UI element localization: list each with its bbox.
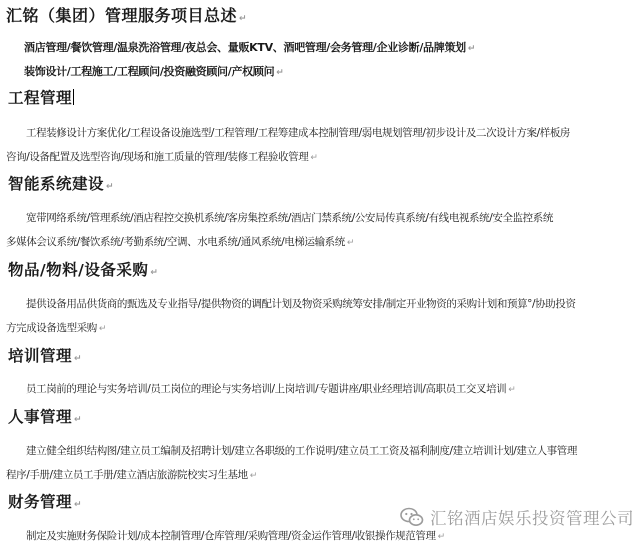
document-title <box>6 3 247 26</box>
heading-text: 人事管理 <box>8 408 73 426</box>
section-line <box>26 381 515 396</box>
section-heading-smart-systems <box>8 172 114 194</box>
line-text: 程序/手册/建立员工手册/建立酒店旅游院校实习生基地 <box>6 469 248 481</box>
paragraph-mark: ↵ <box>98 324 107 334</box>
paragraph-mark: ↵ <box>346 238 355 248</box>
section-heading-engineering <box>8 86 74 108</box>
line-text: 工程装修设计方案优化/工程设备设施选型/工程管理/工程筹建成本控制管理/弱电规划管理/初步设计及二次设计方案/样板房 <box>26 127 571 139</box>
paragraph-mark: ↵ <box>310 153 318 163</box>
section-line <box>26 210 553 225</box>
heading-text: 智能系统建设 <box>8 175 105 193</box>
heading-text: 财务管理 <box>8 493 73 511</box>
line-text: 咨询/设备配置及选型咨询/现场和施工质量的管理/装修工程验收管理 <box>6 151 309 163</box>
line-text: 制定及实施财务保险计划/成本控制管理/仓库管理/采购管理/资金运作管理/收银操作规范管理 <box>26 530 436 542</box>
section-heading-training <box>8 344 82 366</box>
paragraph-mark: ↵ <box>467 44 476 54</box>
line-text: 提供设备用品供货商的甄选及专业指导/提供物资的调配计划及物资采购统筹安排/制定开业物资的采购计划和预算°/协助投资 <box>26 298 576 310</box>
heading-text: 工程管理 <box>8 89 73 107</box>
paragraph-mark: ↵ <box>74 415 83 425</box>
paragraph-mark: ↵ <box>276 68 284 78</box>
watermark <box>400 505 634 529</box>
section-line <box>26 125 570 140</box>
services-line-1 <box>24 39 475 55</box>
section-line <box>26 443 577 458</box>
heading-text: 培训管理 <box>8 347 73 365</box>
wechat-icon <box>400 507 424 527</box>
line-text: 员工岗前的理论与实务培训/员工岗位的理论与实务培训/上岗培训/专题讲座/职业经理培训/高职员工交叉培训 <box>26 383 507 395</box>
watermark-text: 汇铭酒店娱乐投资管理公司 <box>430 509 634 528</box>
title-text: 汇铭（集团）管理服务项目总述 <box>6 6 238 25</box>
services-text: 酒店管理/餐饮管理/温泉洗浴管理/夜总会、量贩KTV、酒吧管理/会务管理/企业诊断/品牌策划 <box>24 41 466 54</box>
section-heading-hr <box>8 405 82 427</box>
paragraph-mark: ↵ <box>508 385 516 395</box>
line-text: 方完成设备选型采购 <box>6 322 97 334</box>
services-line-2 <box>24 63 284 79</box>
section-line <box>6 149 317 164</box>
section-heading-procurement <box>8 258 158 280</box>
section-line <box>6 234 354 249</box>
section-heading-finance <box>8 490 82 512</box>
line-text: 宽带网络系统/管理系统/酒店程控交换机系统/客房集控系统/酒店门禁系统/公安局传真系统/有线电视系统/安全监控系统 <box>26 212 553 224</box>
paragraph-mark: ↵ <box>150 268 159 278</box>
paragraph-mark: ↵ <box>239 14 248 24</box>
paragraph-mark: ↵ <box>74 500 83 510</box>
section-line <box>6 320 106 335</box>
section-line <box>26 528 445 543</box>
services-text: 装饰设计/工程施工/工程顾问/投资融资顾问/产权顾问 <box>24 65 275 78</box>
section-line <box>6 467 257 482</box>
text-cursor <box>73 89 74 105</box>
paragraph-mark: ↵ <box>249 471 257 481</box>
paragraph-mark: ↵ <box>74 354 83 364</box>
section-line <box>26 296 576 311</box>
heading-text: 物品/物料/设备采购 <box>8 261 149 279</box>
line-text: 多媒体会议系统/餐饮系统/考勤系统/空调、水电系统/通风系统/电梯运输系统 <box>6 236 345 248</box>
paragraph-mark: ↵ <box>106 182 115 192</box>
line-text: 建立健全组织结构图/建立员工编制及招聘计划/建立各职级的工作说明/建立员工工资及福利制度/建立培训计划/建立人事管理 <box>26 445 577 457</box>
paragraph-mark: ↵ <box>437 532 445 542</box>
